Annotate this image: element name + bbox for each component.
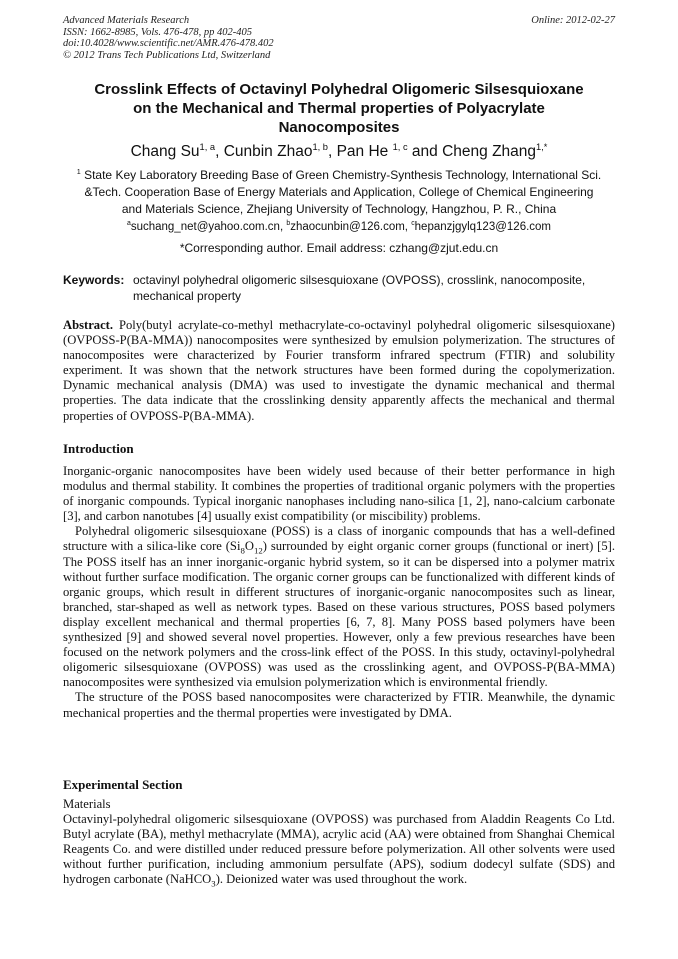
materials-part-a: Octavinyl-polyhedral oligomeric silsesquioxane (OVPOSS) was purchased from Aladdin Reagents Co Ltd. Butyl acrylate (BA), methyl methacrylate (MMA), acrylic acid (AA) were obtained from Shanghai Chemical Reagents Co. and were distilled under reduced pressure before polymerization. All other solvents were used without further purification, including ammonium persulfate (APS), sodium dodecyl sulfate (SDS) and hydrogen carbonate (NaHCO xyxy=(63,812,615,887)
affiliation-line-1: State Key Laboratory Breeding Base of Green Chemistry-Synthesis Technology, International Sci. xyxy=(80,168,602,182)
affiliation-line-2: &Tech. Cooperation Base of Energy Materials and Application, College of Chemical Engineering xyxy=(84,185,594,199)
experimental-body xyxy=(63,797,615,888)
email-b: zhaocunbin@126.com, xyxy=(290,221,412,233)
intro-p2-sub-1: 8 xyxy=(240,545,245,556)
online-date: Online: 2012-02-27 xyxy=(531,15,615,26)
email-a: suchang_net@yahoo.com.cn, xyxy=(130,221,287,233)
email-a-mark: a xyxy=(126,220,131,228)
materials-sub: 3 xyxy=(211,878,216,889)
introduction-body xyxy=(63,464,615,721)
abstract xyxy=(63,318,615,424)
intro-paragraph-1: Inorganic-organic nanocomposites have been widely used because of their better performance in high modulus and thermal stability. It combines the properties of traditional organic polymers with the properties of inorganic compounds. Typical inorganic nanophases including nano-silica [1, 2], nano-calcium carbonate [3], and carbon nanotubes [4] usually exist compatibility (or miscibility) problems. xyxy=(63,464,615,524)
copyright-line: © 2012 Trans Tech Publications Ltd, Switzerland xyxy=(63,49,271,61)
abstract-label: Abstract. xyxy=(63,318,114,332)
author-4-affil: 1,* xyxy=(536,141,548,152)
journal-name: Advanced Materials Research xyxy=(63,15,190,26)
abstract-text: Poly(butyl acrylate-co-methyl methacrylate-co-octavinyl polyhedral oligomeric silsesquioxane) (OVPOSS-P(BA-MMA)) nanocomposites were synthesized by emulsion polymerization. The structures of nanocomposites were characterized by Fourier transform infrared spectrum (FTIR) and solubility experiment. It was shown that the network structures have been formed during the copolymerization. Dynamic mechanical analysis (DMA) was used to investigate the dynamic mechanical and thermal properties. The data indicate that the crosslinking density apparently affects the mechanical and thermal properties of OVPOSS-P(BA-MMA). xyxy=(63,318,615,423)
affiliation-number: 1 xyxy=(76,167,81,176)
author-3: Pan He xyxy=(336,143,393,160)
author-4: Cheng Zhang xyxy=(442,143,537,160)
materials-paragraph xyxy=(63,812,615,887)
keywords xyxy=(63,272,615,303)
paper-title xyxy=(63,80,615,137)
keywords-text: octavinyl polyhedral oligomeric silsesquioxane (OVPOSS), crosslink, nanocomposite, mechanical property xyxy=(133,273,586,303)
author-3-affil: 1, c xyxy=(392,141,408,152)
intro-paragraph-2 xyxy=(63,524,615,690)
intro-paragraph-3: The structure of the POSS based nanocomposites were characterized by FTIR. Meanwhile, the dynamic mechanical properties and the thermal properties were investigated by DMA. xyxy=(63,690,615,720)
affiliation xyxy=(63,167,615,218)
author-list: Chang Su$^{1, a}$, Cunbin Zhao$^{1, b}$, Pan He $^{1, c}$ and Cheng Zhang$^{1,*}$ xyxy=(130,141,548,160)
intro-p2-part-b: O xyxy=(244,539,254,554)
author-1: Chang Su xyxy=(130,143,200,160)
author-2-affil: 1, b xyxy=(312,141,328,152)
issn-line: ISSN: 1662-8985, Vols. 476-478, pp 402-405 xyxy=(63,26,252,38)
author-emails xyxy=(63,219,615,236)
keywords-label: Keywords: xyxy=(63,273,125,287)
title-line-2: on the Mechanical and Thermal properties of Polyacrylate xyxy=(133,100,545,117)
intro-p2-part-a: Polyhedral oligomeric silsesquioxane (POSS) is a class of inorganic compounds that has a well-defined structure with a silica-like core (Si xyxy=(63,524,615,554)
introduction-heading: Introduction xyxy=(63,441,134,456)
email-b-mark: b xyxy=(286,220,291,228)
author-1-affil: 1, a xyxy=(199,141,216,152)
materials-subheading: Materials xyxy=(63,797,111,811)
journal-header xyxy=(63,15,615,61)
affiliation-line-3: and Materials Science, Zhejiang University of Technology, Hangzhou, P. R., China xyxy=(121,202,557,216)
email-c: hepanzjgylq123@126.com xyxy=(414,221,552,233)
intro-p2-sub-2: 12 xyxy=(253,545,263,556)
email-c-mark: c xyxy=(411,220,415,228)
intro-p2-part-c: ) surrounded by eight organic corner groups (functional or inert) [5]. The POSS itself has an inner inorganic-organic hybrid system, so it can be dispersed into a polymer matrix without further surface modification. The organic corner groups can be functionalized with different kinds of organic groups, which result in different structures of inorganic-organic nanocomposites such as linear, branched, star-shaped as well as network types. Based on these various structures, POSS based polymers display excellent mechanical and thermal properties [6, 7, 8]. Many POSS based polymers have been synthesized [9] and showed several novel properties. However, only a few previous researches have been focused on the network polymers and the cross-link effect of the POSS. In this study, octavinyl-polyhedral oligomeric silsesquioxane (OVPOSS) was used as the crosslinking agent, and OVPOSS-P(BA-MMA) nanocomposites were synthesized via emulsion polymerization which is environmental friendly. xyxy=(63,539,615,690)
corresponding-author: *Corresponding author. Email address: czhang@zjut.edu.cn xyxy=(179,241,499,255)
title-line-3: Nanocomposites xyxy=(278,119,400,136)
doi-line: doi:10.4028/www.scientific.net/AMR.476-478.402 xyxy=(63,38,274,49)
materials-part-b: ). Deionized water was used throughout the work. xyxy=(215,872,468,887)
experimental-heading: Experimental Section xyxy=(63,777,183,792)
title-line-1: Crosslink Effects of Octavinyl Polyhedral Oligomeric Silsesquioxane xyxy=(94,81,584,98)
author-2: Cunbin Zhao xyxy=(223,143,313,160)
